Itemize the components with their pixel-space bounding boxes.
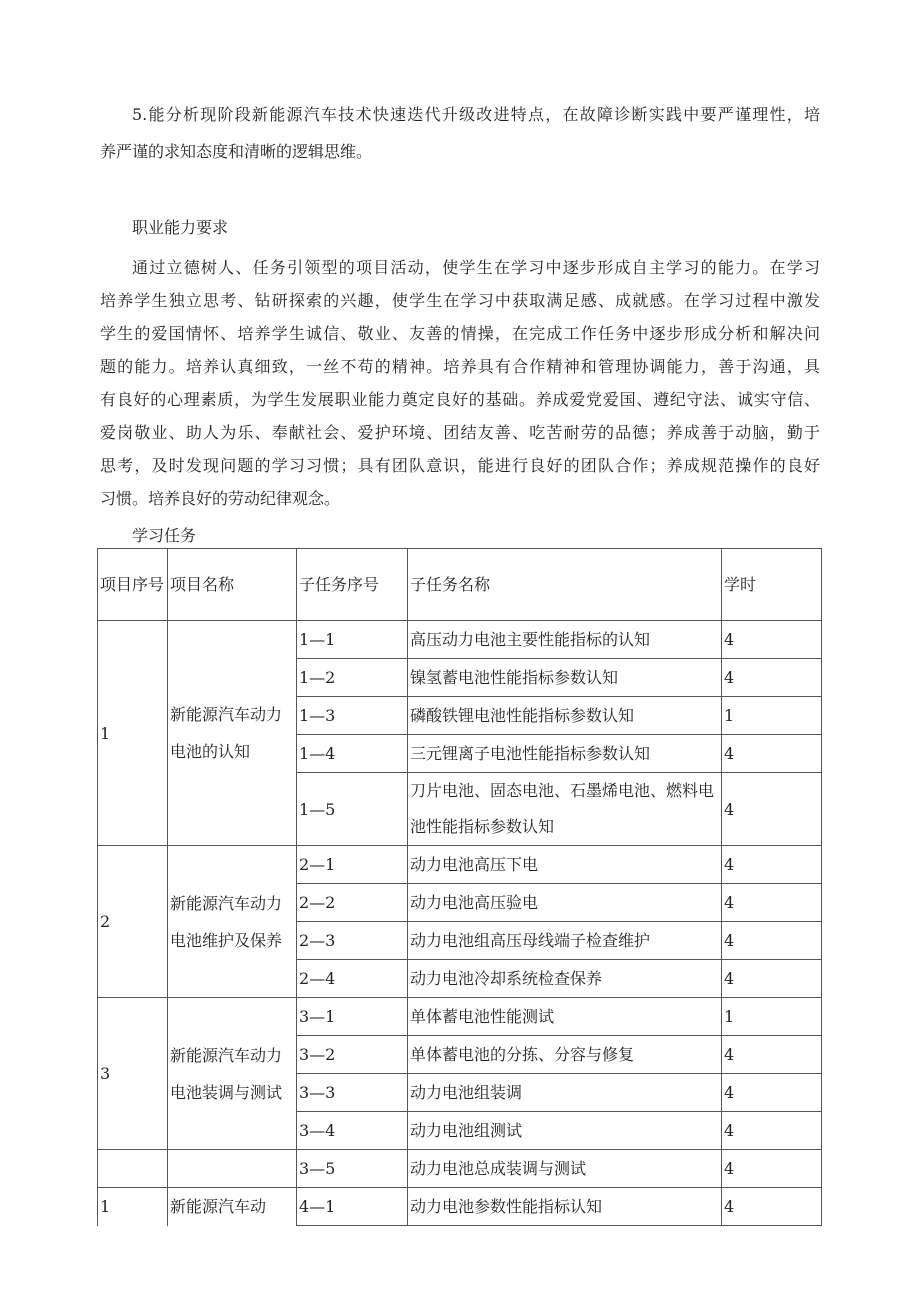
paragraph-line: 学生的爱国情怀、培养学生诚信、敬业、友善的情操，在完成工作任务中逐步形成分析和解决问 — [100, 324, 820, 343]
subtask-no-cell: 3—1 — [297, 998, 408, 1036]
subtask-name-cell: 动力电池高压下电 — [408, 846, 722, 884]
subtask-name-cell: 动力电池总成装调与测试 — [408, 1150, 722, 1188]
subtask-no-cell: 3—3 — [297, 1074, 408, 1112]
subtask-no-cell: 2—1 — [297, 846, 408, 884]
header-subtask-name: 子任务名称 — [408, 549, 722, 621]
subtask-name-cell: 动力电池冷却系统检查保养 — [408, 960, 722, 998]
paragraph-line: 爱岗敬业、助人为乐、奉献社会、爱护环境、团结友善、吃苦耐劳的品德；养成善于动脑，勤于 — [100, 423, 820, 442]
hours-cell: 4 — [722, 773, 822, 846]
paragraph-line: 题的能力。培养认真细致，一丝不苟的精神。培养具有合作精神和管理协调能力，善于沟通，具 — [100, 357, 820, 376]
paragraph-line: 养严谨的求知态度和清晰的逻辑思维。 — [100, 142, 373, 161]
hours-cell: 4 — [722, 1188, 822, 1226]
paragraph-line: 思考，及时发现问题的学习习惯；具有团队意识，能进行良好的团队合作；养成规范操作的良好 — [100, 456, 820, 475]
table-header-row — [98, 549, 822, 621]
hours-cell: 4 — [722, 621, 822, 659]
subtask-no-cell: 1—4 — [297, 735, 408, 773]
subtask-no-cell: 4—1 — [297, 1188, 408, 1226]
subtask-name-cell: 动力电池组装调 — [408, 1074, 722, 1112]
subtask-no-cell: 3—5 — [297, 1150, 408, 1188]
paragraph-line: 有良好的心理素质，为学生发展职业能力奠定良好的基础。养成爱党爱国、遵纪守法、诚实守信、 — [100, 390, 820, 409]
project-name-cell: 新能源汽车动力电池装调与测试 — [168, 998, 297, 1150]
project-name-cell: 新能源汽车动 — [168, 1188, 297, 1226]
hours-cell: 1 — [722, 998, 822, 1036]
hours-cell: 4 — [722, 1112, 822, 1150]
subtask-no-cell: 3—4 — [297, 1112, 408, 1150]
hours-cell: 4 — [722, 884, 822, 922]
table-row — [98, 998, 822, 1036]
subtask-no-cell: 3—2 — [297, 1036, 408, 1074]
table-row — [98, 846, 822, 884]
heading-learning-tasks: 学习任务 — [132, 526, 197, 545]
project-no-cell: 3 — [98, 998, 168, 1150]
subtask-no-cell: 2—3 — [297, 922, 408, 960]
paragraph-line: 习惯。培养良好的劳动纪律观念。 — [100, 489, 341, 508]
project-no-cell: 1 — [98, 1188, 168, 1226]
hours-cell: 4 — [722, 846, 822, 884]
subtask-no-cell: 1—2 — [297, 659, 408, 697]
table-row — [98, 1188, 822, 1226]
paragraph-line: 培养学生独立思考、钻研探索的兴趣，使学生在学习中获取满足感、成就感。在学习过程中激发 — [100, 291, 820, 310]
subtask-name-cell: 动力电池参数性能指标认知 — [408, 1188, 722, 1226]
project-name-cell: 新能源汽车动力电池维护及保养 — [168, 846, 297, 998]
subtask-no-cell: 2—4 — [297, 960, 408, 998]
hours-cell: 4 — [722, 922, 822, 960]
subtask-name-cell: 刀片电池、固态电池、石墨烯电池、燃料电池性能指标参数认知 — [408, 773, 722, 846]
header-project-name: 项目名称 — [168, 549, 297, 621]
hours-cell: 4 — [722, 735, 822, 773]
subtask-name-cell: 高压动力电池主要性能指标的认知 — [408, 621, 722, 659]
subtask-name-cell: 单体蓄电池的分拣、分容与修复 — [408, 1036, 722, 1074]
hours-cell: 4 — [722, 960, 822, 998]
hours-cell: 4 — [722, 1150, 822, 1188]
project-no-cell: 1 — [98, 621, 168, 846]
subtask-no-cell: 1—1 — [297, 621, 408, 659]
subtask-no-cell: 1—3 — [297, 697, 408, 735]
hours-cell: 4 — [722, 1074, 822, 1112]
table-row — [98, 1150, 822, 1188]
hours-cell: 4 — [722, 659, 822, 697]
learning-tasks-table — [97, 548, 822, 1226]
heading-vocational-ability: 职业能力要求 — [132, 218, 229, 237]
project-no-cell — [98, 1150, 168, 1188]
subtask-name-cell: 动力电池高压验电 — [408, 884, 722, 922]
paragraph-line: 通过立德树人、任务引领型的项目活动，使学生在学习中逐步形成自主学习的能力。在学习 — [132, 258, 820, 277]
hours-cell: 4 — [722, 1036, 822, 1074]
project-no-cell: 2 — [98, 846, 168, 998]
paragraph-line: 5.能分析现阶段新能源汽车技术快速迭代升级改进特点，在故障诊断实践中要严谨理性，培 — [132, 105, 820, 124]
subtask-name-cell: 动力电池组高压母线端子检查维护 — [408, 922, 722, 960]
subtask-name-cell: 磷酸铁锂电池性能指标参数认知 — [408, 697, 722, 735]
subtask-no-cell: 1—5 — [297, 773, 408, 846]
subtask-name-cell: 动力电池组测试 — [408, 1112, 722, 1150]
header-project-no: 项目序号 — [98, 549, 168, 621]
header-subtask-no: 子任务序号 — [297, 549, 408, 621]
project-name-cell: 新能源汽车动力电池的认知 — [168, 621, 297, 846]
project-name-cell — [168, 1150, 297, 1188]
subtask-name-cell: 镍氢蓄电池性能指标参数认知 — [408, 659, 722, 697]
subtask-name-cell: 单体蓄电池性能测试 — [408, 998, 722, 1036]
table-row — [98, 621, 822, 659]
subtask-no-cell: 2—2 — [297, 884, 408, 922]
hours-cell: 1 — [722, 697, 822, 735]
header-hours: 学时 — [722, 549, 822, 621]
subtask-name-cell: 三元锂离子电池性能指标参数认知 — [408, 735, 722, 773]
